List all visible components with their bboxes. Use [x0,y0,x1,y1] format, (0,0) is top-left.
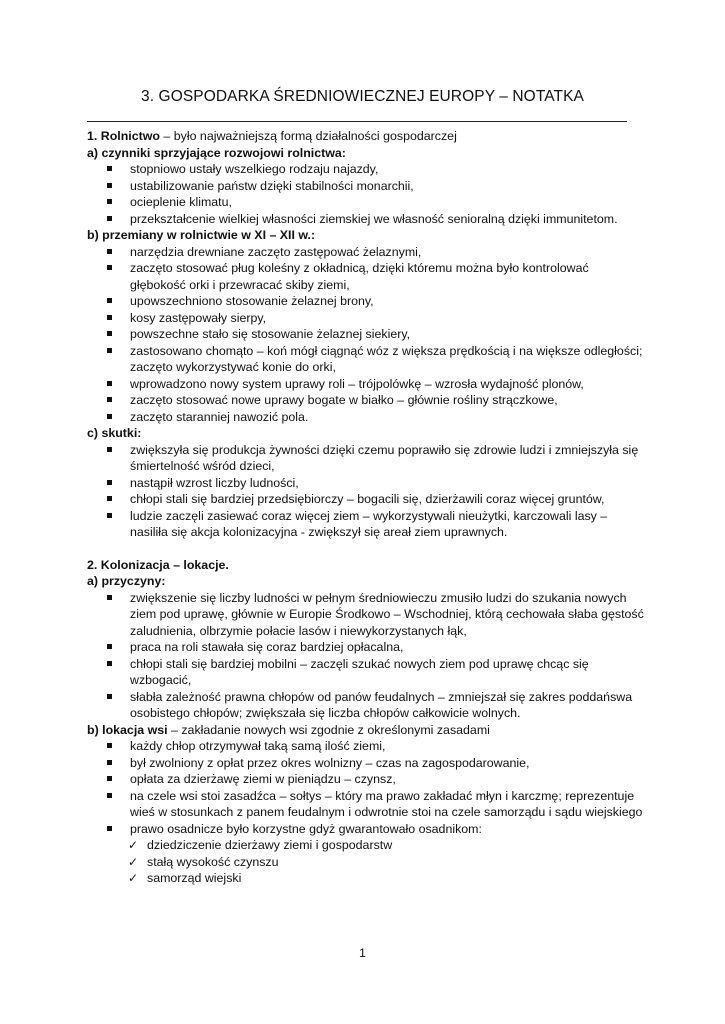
section-2b-heading-rest: – zakładanie nowych wsi zgodnie z określonymi zasadami [167,722,490,737]
list-item: powszechne stało się stosowanie żelaznej siekiery, [87,326,647,343]
checklist-item [87,837,647,854]
section-1-heading-bold: 1. Rolnictwo [87,129,160,143]
section-1b-list [87,244,647,426]
list-item: narzędzia drewniane zaczęto zastępować żelaznymi, [87,244,647,261]
section-1a-list [87,161,647,227]
section-1a-heading: a) czynniki sprzyjające rozwojowi rolnictwa: [87,145,346,160]
section-2b-list [87,738,647,837]
list-item: zastosowano chomąto – koń mógł ciągnąć wóz z większa prędkością i na większe odległości; zaczęto wykorzystywać konie do orki, [87,343,647,376]
checklist-item [87,870,647,887]
document-body [87,128,647,887]
list-item: ocieplenie klimatu, [87,194,647,211]
page-number: 1 [359,946,366,960]
list-item: zaczęto stosować pług koleśny z okładnicą, dzięki któremu można było kontrolować głębokość orki i przewracać skiby ziemi, [87,260,647,293]
list-item: wprowadzono nowy system uprawy roli – trójpolówkę – wzrosła wydajność plonów, [87,376,647,393]
title-underline [87,121,627,122]
checkmark-icon: ✓ [128,871,139,885]
checkmark-icon: ✓ [128,838,139,852]
checklist-item-text: dziedziczenie dzierżawy ziemi i gospodarstw [147,838,393,852]
list-item: każdy chłop otrzymywał taką samą ilość ziemi, [87,738,647,755]
checklist-item-text: samorząd wiejski [147,871,242,885]
section-2a-list [87,590,647,722]
list-item: upowszechniono stosowanie żelaznej brony, [87,293,647,310]
list-item: na czele wsi stoi zasadźca – sołtys – który ma prawo zakładać młyn i karczmę; reprezentuje wieś w stosunkach z panem feudalnym i odwrotnie stoi na czele samorządu i sądu wiejskiego [87,788,647,821]
checkmark-icon: ✓ [128,854,139,869]
list-item: przekształcenie wielkiej własności ziemskiej we własność senioralną dzięki immunitetom. [87,211,647,228]
checklist [87,837,647,887]
section-gap [87,541,647,557]
list-item: zaczęto staranniej nawozić pola. [87,409,647,426]
list-item: opłata za dzierżawę ziemi w pieniądzu – czynsz, [87,771,647,788]
checklist-item-text: stałą wysokość czynszu [147,854,279,869]
list-item: słabła zależność prawna chłopów od panów feudalnych – zmniejszał się zakres poddańswa osobistego chłopów; zwiększała się liczba chłopów całkowicie wolnych. [87,689,647,722]
list-item: stopniowo ustały wszelkiego rodzaju najazdy, [87,161,647,178]
page-title: 3. GOSPODARKA ŚREDNIOWIECZNEJ EUROPY – NOTATKA [141,88,584,105]
section-1-heading [87,128,647,145]
section-1c-heading: c) skutki: [87,426,142,440]
checklist-item [87,854,647,871]
list-item: zwiększenie się liczby ludności w pełnym średniowieczu zmusiło ludzi do szukania nowych ziem pod uprawę, głównie w Europie Środkowo – Wschodniej, którą cechowała słaba gęstość zaludnienia, olbrzymie połacie lasów i niewykorzystanych łąk, [87,590,647,640]
list-item: zaczęto stosować nowe uprawy bogate w białko – głównie rośliny strączkowe, [87,392,647,409]
list-item: praca na roli stawała się coraz bardziej opłacalna, [87,639,647,656]
list-item: ludzie zaczęli zasiewać coraz więcej ziem – wykorzystywali nieużytki, karczowali lasy – nasiliła się akcja kolonizacyjna - zwiększył się areał ziem uprawnych. [87,508,647,541]
section-2b-heading-bold: b) lokacja wsi [87,722,168,737]
list-item: prawo osadnicze było korzystne gdyż gwarantowało osadnikom: [87,821,647,838]
list-item: chłopi stali się bardziej przedsiębiorczy – bogacili się, dzierżawili coraz więcej gruntów, [87,491,647,508]
section-2b-heading [87,722,647,739]
list-item: ustabilizowanie państw dzięki stabilności monarchii, [87,178,647,195]
list-item: nastąpił wzrost liczby ludności, [87,475,647,492]
section-2a-heading: a) przyczyny: [87,574,166,588]
section-1c-list [87,442,647,541]
list-item: zwiększyła się produkcja żywności dzięki czemu poprawiło się zdrowie ludzi i zmniejszyła się śmiertelność wśród dzieci, [87,442,647,475]
list-item: był zwolniony z opłat przez okres wolnizny – czas na zagospodarowanie, [87,755,647,772]
section-1-heading-rest: – było najważniejszą formą działalności gospodarczej [159,129,457,143]
list-item: kosy zastępowały sierpy, [87,310,647,327]
section-2-heading: 2. Kolonizacja – lokacje. [87,557,229,572]
section-1b-heading: b) przemiany w rolnictwie w XI – XII w.: [87,228,316,242]
list-item: chłopi stali się bardziej mobilni – zaczęli szukać nowych ziem pod uprawę chcąc się wzbogacić, [87,656,647,689]
